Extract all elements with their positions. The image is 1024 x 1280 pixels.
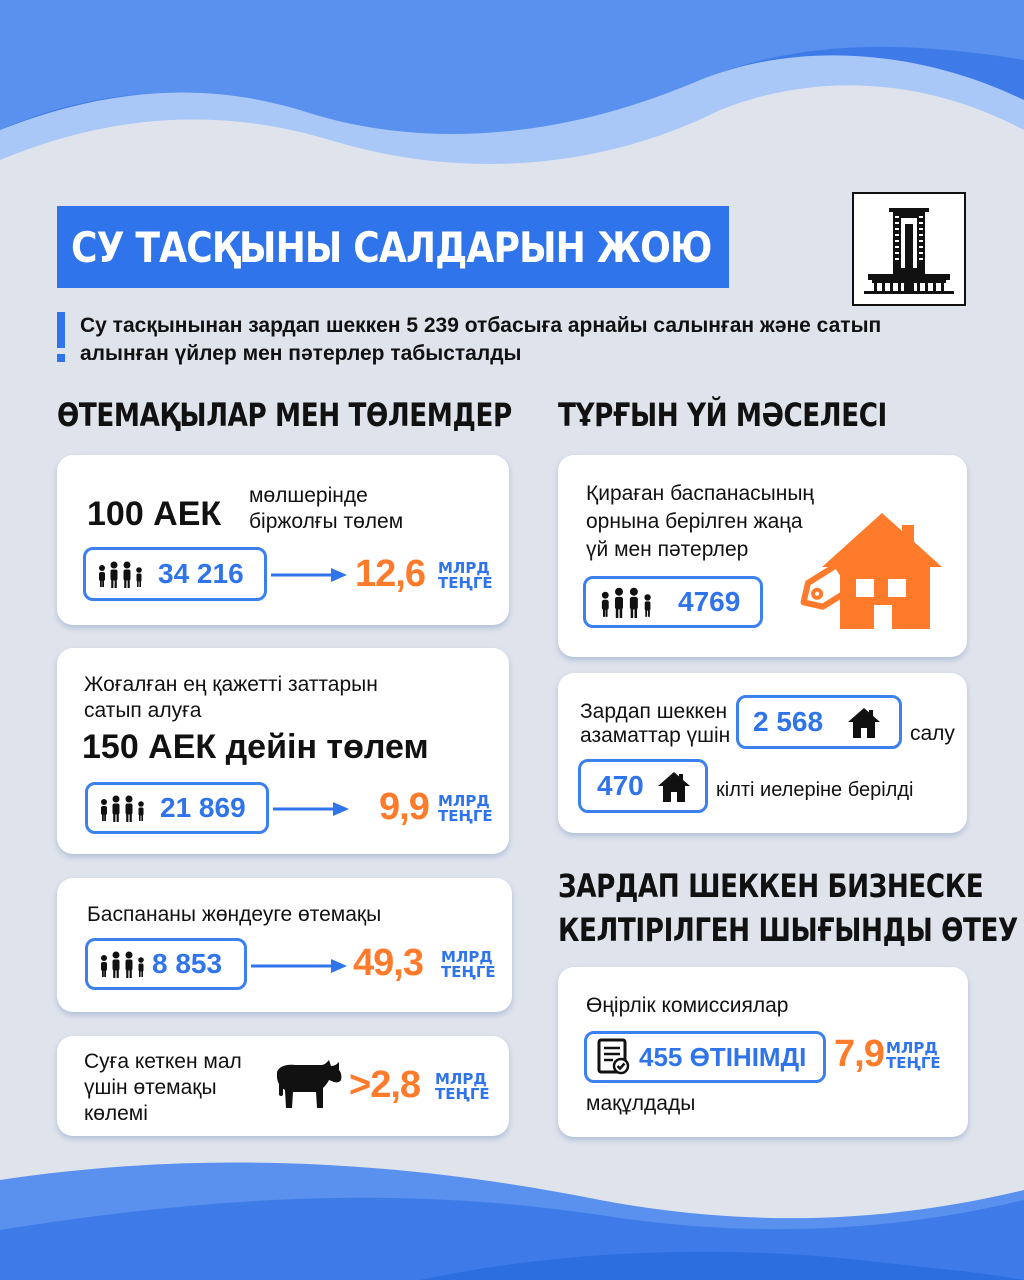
housing-1-line3: үй мен пәтерлер bbox=[586, 538, 749, 561]
unit-line2: ТЕҢГЕ bbox=[438, 807, 493, 825]
left-section-heading bbox=[57, 396, 612, 434]
unit-line1: МЛРД bbox=[438, 792, 490, 810]
payment-2-label-line2: сатып алуға bbox=[84, 699, 202, 722]
unit-line2: ТЕҢГЕ bbox=[438, 574, 493, 592]
payment-1-big-label: 100 АЕК bbox=[87, 495, 222, 533]
payment-4-label-line1: Суға кеткен мал bbox=[84, 1050, 242, 1073]
page-title-text: СУ ТАСҚЫНЫ САЛДАРЫН ЖОЮ bbox=[71, 222, 712, 272]
business-heading-line1: ЗАРДАП ШЕККЕН БИЗНЕСКЕ bbox=[558, 867, 984, 905]
unit-line1: МЛРД bbox=[886, 1039, 938, 1057]
business-section-heading bbox=[558, 864, 1024, 952]
family-icon bbox=[98, 794, 148, 822]
unit-line2: ТЕҢГЕ bbox=[886, 1054, 941, 1072]
payment-2-amount: 9,9 bbox=[379, 786, 429, 828]
payment-2-count-pill bbox=[85, 782, 269, 834]
housing-2-label-line1: Зардап шеккен bbox=[580, 700, 728, 723]
unit-line2: ТЕҢГЕ bbox=[441, 963, 496, 981]
business-unit bbox=[886, 1041, 941, 1071]
housing-card-1 bbox=[558, 455, 967, 657]
built-houses-count: 2 568 bbox=[753, 706, 824, 737]
intro-text-after: отбасыға арнайы салынған және сатып bbox=[458, 314, 882, 337]
payment-3-count: 8 853 bbox=[152, 948, 223, 979]
payment-4-label-line3: көлемі bbox=[84, 1102, 148, 1125]
housing-2-label-line2: азаматтар үшін bbox=[580, 724, 731, 747]
payment-card-1 bbox=[57, 455, 509, 625]
family-icon bbox=[596, 586, 658, 618]
payment-3-count-pill bbox=[85, 938, 247, 990]
keys-given-count: 470 bbox=[597, 770, 644, 801]
housing-1-line2: орнына берілген жаңа bbox=[586, 510, 803, 533]
document-check-icon bbox=[597, 1038, 631, 1076]
government-building-logo bbox=[852, 192, 966, 306]
payment-1-amount: 12,6 bbox=[355, 553, 425, 595]
payment-3-unit bbox=[441, 950, 496, 980]
building-icon bbox=[854, 194, 964, 304]
arrow-right-icon bbox=[271, 567, 347, 583]
payment-card-4 bbox=[57, 1036, 509, 1136]
housing-1-line1: Қираған баспанасының bbox=[586, 482, 815, 505]
payment-2-count: 21 869 bbox=[160, 792, 246, 823]
payment-3-amount: 49,3 bbox=[353, 942, 423, 984]
exclamation-icon bbox=[57, 312, 65, 362]
arrow-right-icon bbox=[251, 958, 347, 974]
house-with-tag-icon bbox=[792, 511, 948, 631]
business-amount: 7,9 bbox=[834, 1033, 884, 1075]
business-line1: Өңірлік комиссиялар bbox=[586, 994, 789, 1017]
intro-text-before: Су тасқынынан зардап шеккен bbox=[80, 314, 407, 337]
house-icon bbox=[657, 770, 691, 804]
applications-count: 455 ӨТІНІМДІ bbox=[639, 1041, 807, 1072]
keys-given-suffix: кілті иелеріне берілді bbox=[716, 779, 914, 801]
payment-2-big-label: 150 АЕК дейін төлем bbox=[82, 728, 429, 766]
keys-given-chip bbox=[578, 759, 708, 813]
housing-card-2 bbox=[558, 673, 967, 833]
payment-2-label-line1: Жоғалған ең қажетті заттарын bbox=[84, 673, 378, 696]
left-section-heading-text: ӨТЕМАҚЫЛАР МЕН ТӨЛЕМДЕР bbox=[57, 396, 512, 434]
payment-1-label-line2: біржолғы төлем bbox=[249, 510, 404, 533]
housing-1-count: 4769 bbox=[678, 586, 741, 617]
payment-card-3 bbox=[57, 878, 512, 1012]
payment-4-amount: >2,8 bbox=[349, 1064, 421, 1106]
business-card bbox=[558, 967, 968, 1137]
cow-icon bbox=[271, 1058, 343, 1114]
payment-1-unit bbox=[438, 561, 493, 591]
unit-line1: МЛРД bbox=[438, 559, 490, 577]
intro-highlight-number: 5 239 bbox=[406, 314, 459, 337]
built-houses-chip bbox=[736, 695, 902, 749]
page-title bbox=[57, 206, 729, 288]
unit-line1: МЛРД bbox=[441, 948, 493, 966]
business-heading-line2: КЕЛТІРІЛГЕН ШЫҒЫНДЫ ӨТЕУ bbox=[558, 911, 1018, 949]
payment-1-count: 34 216 bbox=[158, 558, 244, 589]
payment-1-count-pill bbox=[83, 547, 267, 601]
housing-1-count-pill bbox=[583, 576, 763, 628]
payment-1-label-line1: мөлшерінде bbox=[249, 484, 368, 507]
arrow-right-icon bbox=[273, 801, 349, 817]
payment-4-label-line2: үшін өтемақы bbox=[84, 1076, 217, 1099]
business-line3: мақұлдады bbox=[586, 1092, 696, 1115]
family-icon bbox=[98, 950, 148, 978]
family-icon bbox=[96, 560, 146, 588]
right-section-heading-text: ТҰРҒЫН ҮЙ МӘСЕЛЕСІ bbox=[558, 396, 887, 434]
built-houses-suffix: салу bbox=[910, 722, 955, 745]
payment-3-label-line1: Баспананы жөндеуге өтемақы bbox=[87, 903, 382, 926]
payment-4-unit bbox=[435, 1072, 490, 1102]
right-section-heading bbox=[558, 396, 959, 434]
unit-line2: ТЕҢГЕ bbox=[435, 1085, 490, 1103]
house-icon bbox=[847, 706, 881, 740]
payment-card-2 bbox=[57, 648, 509, 854]
applications-pill bbox=[584, 1031, 826, 1083]
unit-line1: МЛРД bbox=[435, 1070, 487, 1088]
intro-text-line2: алынған үйлер мен пәтерлер табысталды bbox=[80, 342, 522, 365]
intro-text bbox=[80, 312, 960, 368]
payment-2-unit bbox=[438, 794, 493, 824]
